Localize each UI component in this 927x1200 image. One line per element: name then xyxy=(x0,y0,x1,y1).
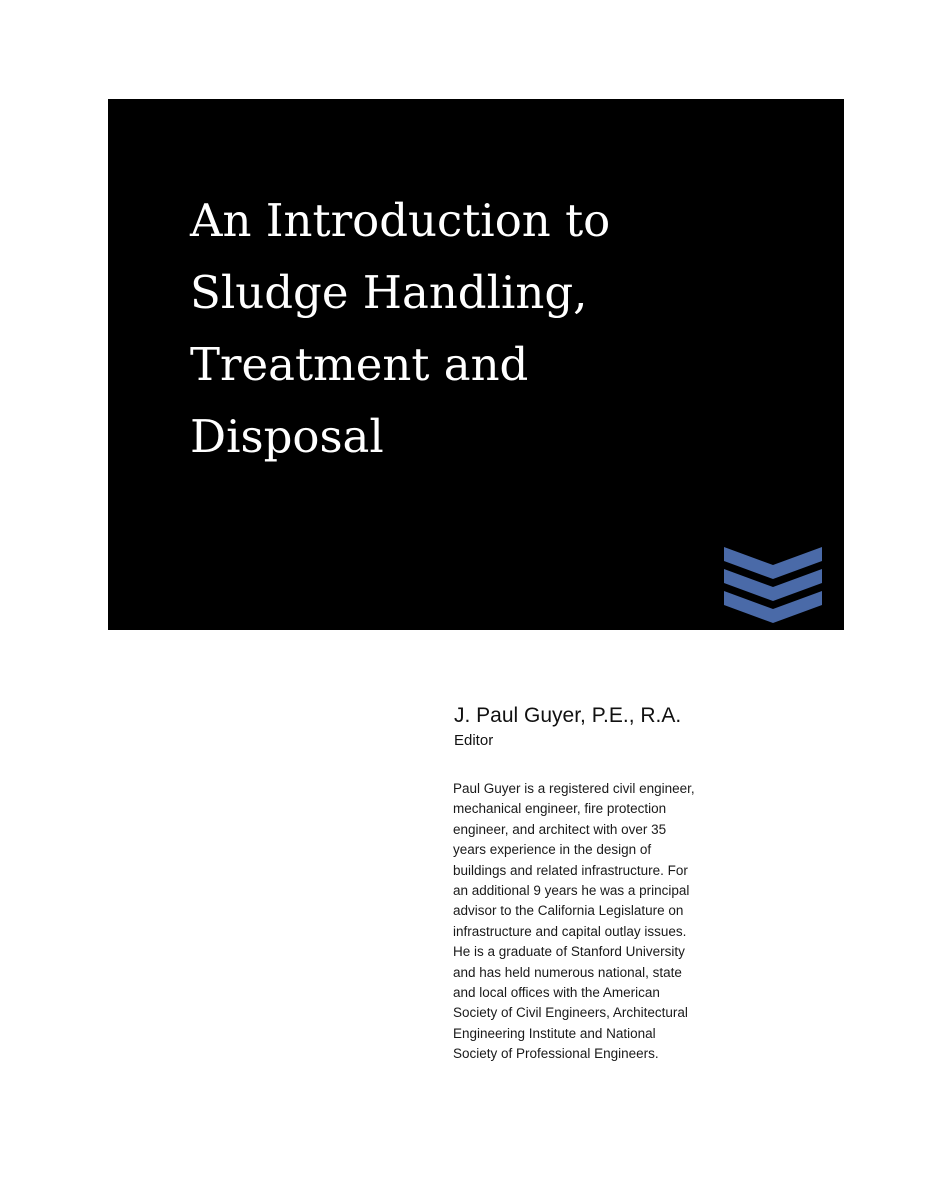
bio-line: and has held numerous national, state xyxy=(453,964,682,980)
bio-line: Engineering Institute and National xyxy=(453,1025,656,1041)
bio-line: and local offices with the American xyxy=(453,985,660,1001)
bio-line: an additional 9 years he was a principal xyxy=(453,883,690,899)
title-line: An Introduction to xyxy=(190,194,611,247)
bio-line: engineer, and architect with over 35 xyxy=(453,821,667,837)
book-title xyxy=(190,185,810,473)
bio-line: mechanical engineer, fire protection xyxy=(453,801,667,817)
author-role: Editor xyxy=(454,732,494,749)
bio-line: Society of Professional Engineers. xyxy=(453,1046,659,1062)
bio-line: He is a graduate of Stanford University xyxy=(453,944,685,960)
bio-line: Paul Guyer is a registered civil engineer, xyxy=(453,781,695,796)
bio-line: advisor to the California Legislature on xyxy=(453,903,684,919)
bio-line: years experience in the design of xyxy=(453,842,652,858)
bio-line: infrastructure and capital outlay issues. xyxy=(453,923,687,939)
bio-line: buildings and related infrastructure. For xyxy=(453,862,688,878)
chevron-stack-icon xyxy=(722,539,824,623)
title-panel xyxy=(108,99,844,630)
title-line: Disposal xyxy=(190,410,384,463)
bio-line: Society of Civil Engineers, Architectural xyxy=(453,1005,688,1021)
title-line: Sludge Handling, xyxy=(190,266,588,319)
author-name: J. Paul Guyer, P.E., R.A. xyxy=(454,704,682,727)
author-bio xyxy=(453,779,783,1065)
title-line: Treatment and xyxy=(190,338,529,391)
author-block xyxy=(454,703,814,750)
chevron-top xyxy=(724,547,822,579)
